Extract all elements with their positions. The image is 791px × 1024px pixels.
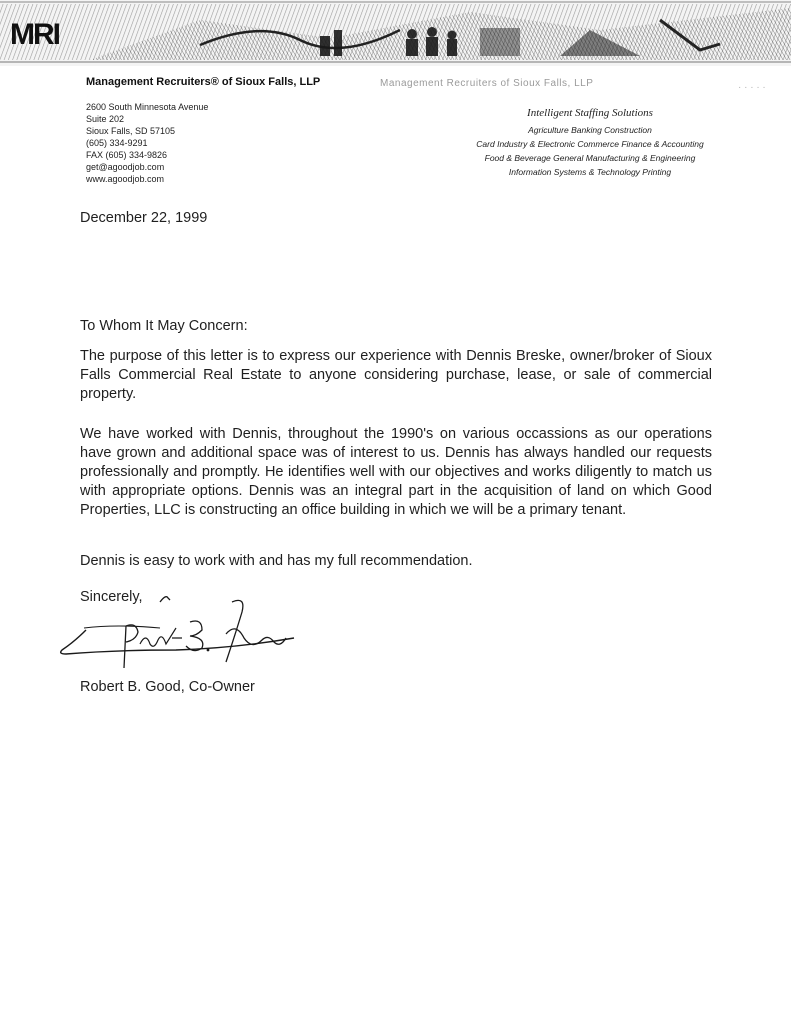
industry-line: Food & Beverage General Manufacturing & Engineering: [484, 153, 696, 163]
signer-name: Robert B. Good, Co-Owner: [80, 679, 255, 695]
signature-strokes: [56, 592, 316, 672]
industries-block: [440, 107, 740, 179]
handwritten-signature: [56, 592, 316, 677]
address-fax: FAX (605) 334-9826: [86, 150, 168, 160]
paragraph-purpose: The purpose of this letter is to express our experience with Dennis Breske, owner/broker of Sioux Falls Commercial Real Estate to anyone considering purchase, lease, or sale of commercial property.: [80, 348, 712, 402]
firm-name: Management Recruiters® of Sioux Falls, LLP: [86, 76, 321, 88]
firm-address: [86, 101, 208, 185]
address-city: Sioux Falls, SD 57105: [86, 126, 176, 136]
salutation: To Whom It May Concern:: [80, 318, 248, 334]
paragraph-recommendation: Dennis is easy to work with and has my full recommendation.: [80, 553, 473, 569]
faded-firm-name: Management Recruiters of Sioux Falls, LLP: [380, 78, 594, 89]
letterhead-banner: [0, 0, 791, 66]
industry-line: Agriculture Banking Construction: [528, 125, 652, 135]
letter-date: December 22, 1999: [80, 210, 208, 226]
address-email: get@agoodjob.com: [86, 162, 165, 172]
industry-line: Information Systems & Technology Printing: [508, 167, 672, 177]
tagline: Intelligent Staffing Solutions: [527, 107, 653, 119]
address-website: www.agoodjob.com: [86, 174, 165, 184]
address-street: 2600 South Minnesota Avenue: [86, 102, 209, 112]
faded-corner-mark: · · · · ·: [738, 82, 766, 93]
address-phone: (605) 334-9291: [86, 138, 148, 148]
mri-logo: MRI: [10, 18, 59, 51]
address-suite: Suite 202: [86, 114, 125, 124]
paragraph-experience: We have worked with Dennis, throughout the 1990's on various occassions as our operations have grown and additional space was of interest to us. Dennis has always handled our requests professionally and promptly. He identifies well with our objectives and works diligently to match us with appropriate options. Dennis was an integral part in the acquisition of land on which Good Properties, LLC is constructing an office building in which we will be a primary tenant.: [80, 426, 712, 518]
banner-artwork: [0, 0, 791, 66]
closing: Sincerely,: [80, 589, 143, 605]
industry-line: Card Industry & Electronic Commerce Finance & Accounting: [476, 139, 704, 149]
